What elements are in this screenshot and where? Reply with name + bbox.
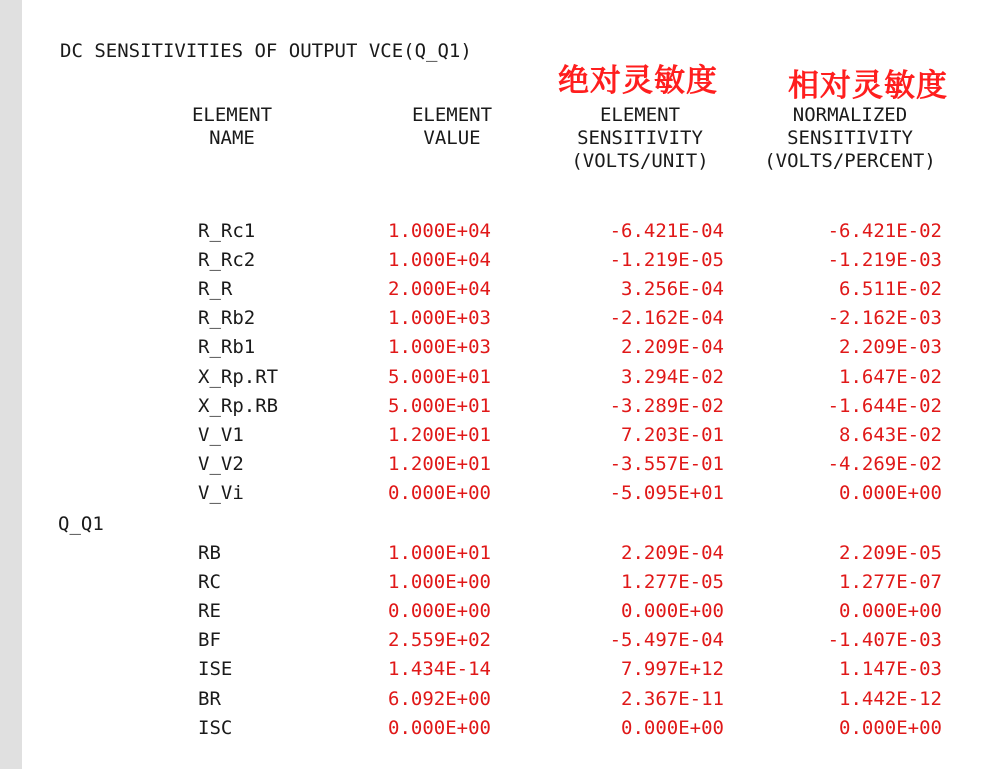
element-name: V_V2 xyxy=(198,452,244,475)
table-row xyxy=(22,628,1002,652)
normalized-sensitivity: 1.647E-02 xyxy=(839,365,942,388)
table-row xyxy=(22,687,1002,711)
element-value: 2.559E+02 xyxy=(388,629,491,652)
element-value: 1.200E+01 xyxy=(388,423,491,446)
element-sensitivity: -2.162E-04 xyxy=(609,307,724,330)
element-value: 1.000E+00 xyxy=(388,571,491,594)
element-name: ISE xyxy=(198,658,233,681)
normalized-sensitivity: 8.643E-02 xyxy=(839,423,942,446)
header-normalized-sensitivity: NORMALIZED SENSITIVITY (VOLTS/PERCENT) xyxy=(764,104,936,172)
element-value: 1.000E+04 xyxy=(388,249,491,272)
element-value: 0.000E+00 xyxy=(388,481,491,504)
element-sensitivity: 7.203E-01 xyxy=(621,423,724,446)
element-name: R_Rc1 xyxy=(198,220,256,242)
element-sensitivity: 2.209E-04 xyxy=(621,542,724,564)
element-value: 5.000E+01 xyxy=(388,394,491,417)
element-sensitivity: -3.289E-02 xyxy=(609,394,724,417)
element-value: 1.000E+03 xyxy=(388,307,491,330)
normalized-sensitivity: 6.511E-02 xyxy=(839,278,942,301)
table-row xyxy=(22,716,1002,740)
table-row xyxy=(22,335,1002,359)
normalized-sensitivity: 0.000E+00 xyxy=(839,481,942,504)
table-row xyxy=(22,452,1002,476)
table-row xyxy=(22,481,1002,505)
element-name: ISC xyxy=(198,716,233,739)
normalized-sensitivity: -2.162E-03 xyxy=(827,307,942,330)
header-element-sensitivity: ELEMENT SENSITIVITY (VOLTS/UNIT) xyxy=(571,104,709,172)
table-row xyxy=(22,541,1002,565)
element-name: V_V1 xyxy=(198,423,244,446)
normalized-sensitivity: 0.000E+00 xyxy=(839,716,942,739)
normalized-sensitivity: -1.644E-02 xyxy=(827,394,942,417)
absolute-sensitivity-annotation: 绝对灵敏度 xyxy=(558,63,718,99)
element-sensitivity: 2.367E-11 xyxy=(621,687,724,710)
table-row xyxy=(22,657,1002,681)
element-value: 1.000E+04 xyxy=(388,220,491,242)
header-element-name: ELEMENT NAME xyxy=(191,104,273,149)
element-name: RE xyxy=(198,600,221,623)
page-title: DC SENSITIVITIES OF OUTPUT VCE(Q_Q1) xyxy=(60,40,472,62)
element-name: R_Rb2 xyxy=(198,307,256,330)
element-sensitivity: 1.277E-05 xyxy=(621,571,724,594)
element-name: BF xyxy=(198,629,221,652)
element-name: RB xyxy=(198,542,221,564)
element-name: R_Rc2 xyxy=(198,249,256,272)
relative-sensitivity-annotation: 相对灵敏度 xyxy=(788,68,948,104)
table-row xyxy=(22,248,1002,272)
output-document xyxy=(22,0,1002,769)
table-row xyxy=(22,277,1002,301)
normalized-sensitivity: -6.421E-02 xyxy=(827,220,942,242)
element-value: 1.000E+03 xyxy=(388,336,491,359)
element-value: 1.000E+01 xyxy=(388,542,491,564)
element-value: 1.434E-14 xyxy=(388,658,491,681)
element-value: 0.000E+00 xyxy=(388,716,491,739)
element-name: RC xyxy=(198,571,221,594)
element-sensitivity: 0.000E+00 xyxy=(621,600,724,623)
element-sensitivity: 3.294E-02 xyxy=(621,365,724,388)
normalized-sensitivity: 1.277E-07 xyxy=(839,571,942,594)
table-row xyxy=(22,306,1002,330)
table-row xyxy=(22,219,1002,243)
element-sensitivity: -5.095E+01 xyxy=(609,481,724,504)
normalized-sensitivity: 0.000E+00 xyxy=(839,600,942,623)
normalized-sensitivity: 1.147E-03 xyxy=(839,658,942,681)
element-value: 1.200E+01 xyxy=(388,452,491,475)
element-sensitivity: 3.256E-04 xyxy=(621,278,724,301)
element-name: X_Rp.RB xyxy=(198,394,279,417)
normalized-sensitivity: -4.269E-02 xyxy=(827,452,942,475)
normalized-sensitivity: 1.442E-12 xyxy=(839,687,942,710)
element-name: V_Vi xyxy=(198,481,244,504)
normalized-sensitivity: 2.209E-03 xyxy=(839,336,942,359)
element-sensitivity: 2.209E-04 xyxy=(621,336,724,359)
table-row xyxy=(22,365,1002,389)
element-sensitivity: 0.000E+00 xyxy=(621,716,724,739)
element-name: R_Rb1 xyxy=(198,336,256,359)
table-row xyxy=(22,423,1002,447)
table-row xyxy=(22,599,1002,623)
normalized-sensitivity: 2.209E-05 xyxy=(839,542,942,564)
element-value: 6.092E+00 xyxy=(388,687,491,710)
element-sensitivity: -3.557E-01 xyxy=(609,452,724,475)
element-value: 2.000E+04 xyxy=(388,278,491,301)
element-sensitivity: -6.421E-04 xyxy=(609,220,724,242)
element-name: X_Rp.RT xyxy=(198,365,279,388)
element-sensitivity: -1.219E-05 xyxy=(609,249,724,272)
table-row xyxy=(22,394,1002,418)
normalized-sensitivity: -1.219E-03 xyxy=(827,249,942,272)
table-row xyxy=(22,570,1002,594)
element-value: 0.000E+00 xyxy=(388,600,491,623)
element-name: BR xyxy=(198,687,221,710)
normalized-sensitivity: -1.407E-03 xyxy=(827,629,942,652)
element-name: R_R xyxy=(198,278,233,301)
left-gutter xyxy=(0,0,23,769)
element-value: 5.000E+01 xyxy=(388,365,491,388)
clipped-bottom-edge xyxy=(22,745,1002,769)
element-sensitivity: 7.997E+12 xyxy=(621,658,724,681)
group-label-q-q1: Q_Q1 xyxy=(58,513,104,535)
element-sensitivity: -5.497E-04 xyxy=(609,629,724,652)
header-element-value: ELEMENT VALUE xyxy=(411,104,493,149)
